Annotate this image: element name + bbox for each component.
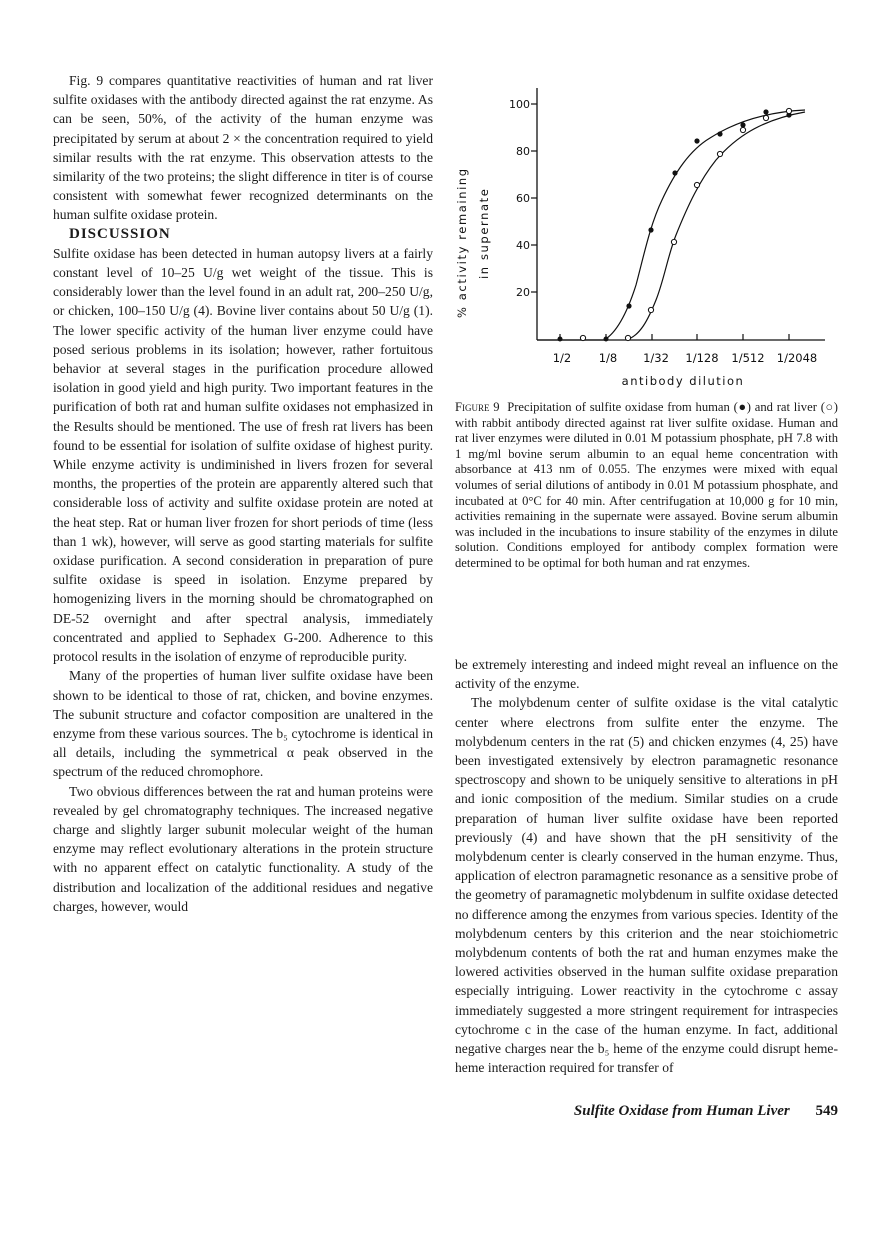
human-fit-curve [537, 110, 805, 340]
y-axis-label-line2: in supernate [477, 187, 491, 279]
x-ticks [560, 334, 789, 340]
running-title: Sulfite Oxidase from Human Liver [573, 1103, 790, 1119]
x-tick-label: 1/128 [685, 351, 719, 365]
figure-caption-text: Precipitation of sulfite oxidase from human (●) and rat liver (○) with rabbit antibody directed against rat liver sulfite oxidase. Human and rat liver enzymes were diluted in 0.01 M potassium phosphate, pH 7.8 with 1 mg/ml bovine serum albumin to an equal heme concentration with absorbance at 413 nm of 0.055. The enzymes were mixed with equal volumes of serial dilutions of antibody in 0.01 M potassium phosphate, and incubated at 0°C for 40 min. After centrifugation at 10,000 g for 10 min, activities remaining in the supernate were assayed. Bovine serum albumin was included in the incubations to insure stability of the enzymes in dilute solution. Conditions employed for antibody complex formation were determined to be optimal for both human and rat enzymes. [455, 400, 838, 570]
y-tick-labels [509, 98, 530, 299]
human-data-points [558, 109, 792, 341]
x-tick-label: 1/8 [598, 351, 618, 365]
rat-fit-curve [626, 112, 805, 340]
y-tick-label: 60 [516, 192, 530, 205]
x-tick-label: 1/512 [731, 351, 765, 365]
page-number: 549 [815, 1103, 838, 1119]
left-column [53, 71, 433, 916]
page-footer [455, 1103, 838, 1120]
y-tick-label: 100 [509, 98, 530, 111]
section-heading-discussion: DISCUSSION [69, 225, 171, 242]
right-column [455, 655, 838, 1077]
figure-label: Figure 9 [455, 400, 500, 414]
x-tick-label: 1/2048 [776, 351, 818, 365]
y-ticks [531, 104, 537, 292]
intro-paragraph: Fig. 9 compares quantitative reactivities of human and rat liver sulfite oxidases with the antibody directed against the rat enzyme. As can be seen, 50%, of the activity of the human enzyme was precipitated by serum at about 2 × the concentration required to yield similar results with the rat enzyme. This observation attests to the similarity of the two proteins; the slight difference in titer is of course consistent with somewhat fewer recognized determinants on the human sulfite oxidase protein. [53, 73, 433, 223]
y-tick-label: 40 [516, 239, 530, 252]
figure-caption [455, 400, 838, 572]
x-tick-label: 1/32 [643, 351, 669, 365]
y-tick-label: 80 [516, 145, 530, 158]
x-axis-label: antibody dilution [621, 374, 745, 388]
discussion-paragraph-1: Sulfite oxidase has been detected in human autopsy livers at a fairly constant level of 10–25 U/g wet weight of the tissue. This is considerably lower than the level found in an adult rat, 200–250 U/g, or chicken, 100–150 U/g (4). Bovine liver contains about 50 U/g (1). The lower specific activity of the human liver enzyme could have posed serious problems in its isolation; however, rather fortuitous behavior at several stages in the purification procedure allowed isolation in good yield and high purity. Two important features in the purification of both rat and human sulfite oxidases not emphasized in the Results should be mentioned. The use of fresh rat livers has been found to be essential for isolation of sulfite oxidase of highest purity. While enzyme activity is undiminished in livers frozen for several months, the properties of the protein are apparently altered such that considerable loss of activity and sulfite oxidase protein are noted at the heat step. Rat or human liver frozen for short periods of time (less than 1 wk), however, will serve as good starting materials for sulfite oxidase purification. A second consideration in preparation of pure sulfite oxidase is speed in isolation. Enzyme prepared by homogenizing livers in the morning should be chromatographed on DE-52 overnight and after spectral analysis, immediately concentrated and applied to Sephadex G-200. Adherence to this protocol results in the isolation of enzyme of reproducible purity. [53, 245, 433, 665]
y-axis-label-line1: % activity remaining [455, 167, 469, 318]
y-tick-label: 20 [516, 286, 530, 299]
discussion-paragraph-3: Two obvious differences between the rat and human proteins were revealed by gel chromatography techniques. The increased negative charge and slightly larger subunit molecular weight of the human enzyme may reflect evolutionary alterations in the protein structure with no apparent effect on catalytic functionality. A study of the distribution and localization of the additional residues and negative charges, however, would [53, 783, 433, 914]
x-tick-label: 1/2 [552, 351, 572, 365]
figure-9-chart [445, 80, 845, 390]
x-tick-labels [553, 351, 817, 365]
continued-paragraph: be extremely interesting and indeed might reveal an influence on the activity of the enzyme. [455, 657, 838, 692]
molybdenum-paragraph: The molybdenum center of sulfite oxidase is the vital catalytic center where electrons from sulfite enter the enzyme. The molybdenum centers in the rat (5) and chicken enzymes (4, 25) have been investigated extensively by electron paramagnetic resonance spectroscopy and shown to be uniquely sensitive to alterations in pH and ionic composition of the medium. Similar studies on a crude preparation of human liver sulfite oxidase have been reported previously (4) and have shown that the pH sensitivity of the molybdenum center is clearly conserved in the human enzyme. Thus, application of electron paramagnetic resonance as a sensitive probe of the geometry of paramagnetic molybdenum in sulfite oxidase detected no difference among the enzymes from various species. Identity of the molybdenum centers by this criterion and the near stoichiometric molybdenum contents of both the rat and human enzymes make the lowered activities observed in the human sulfite oxidase preparation especially intriguing. Lower reactivity in the cytochrome c assay immediately suggested a more stringent requirement for intraspecies cytochrome c in the case of the human enzyme. In fact, additional negative charges near the b₅ heme of the enzyme could disrupt heme-heme interaction required for transfer of [455, 695, 838, 1076]
discussion-paragraph-2: Many of the properties of human liver sulfite oxidase have been shown to be identical to those of rat, chicken, and bovine enzymes. The subunit structure and cofactor composition are unaltered in the enzyme from these various sources. The b₅ cytochrome is identical in all details, including the symmetrical α peak observed in the spectrum of the reduced chromophore. [53, 668, 433, 780]
rat-data-points [580, 108, 791, 340]
